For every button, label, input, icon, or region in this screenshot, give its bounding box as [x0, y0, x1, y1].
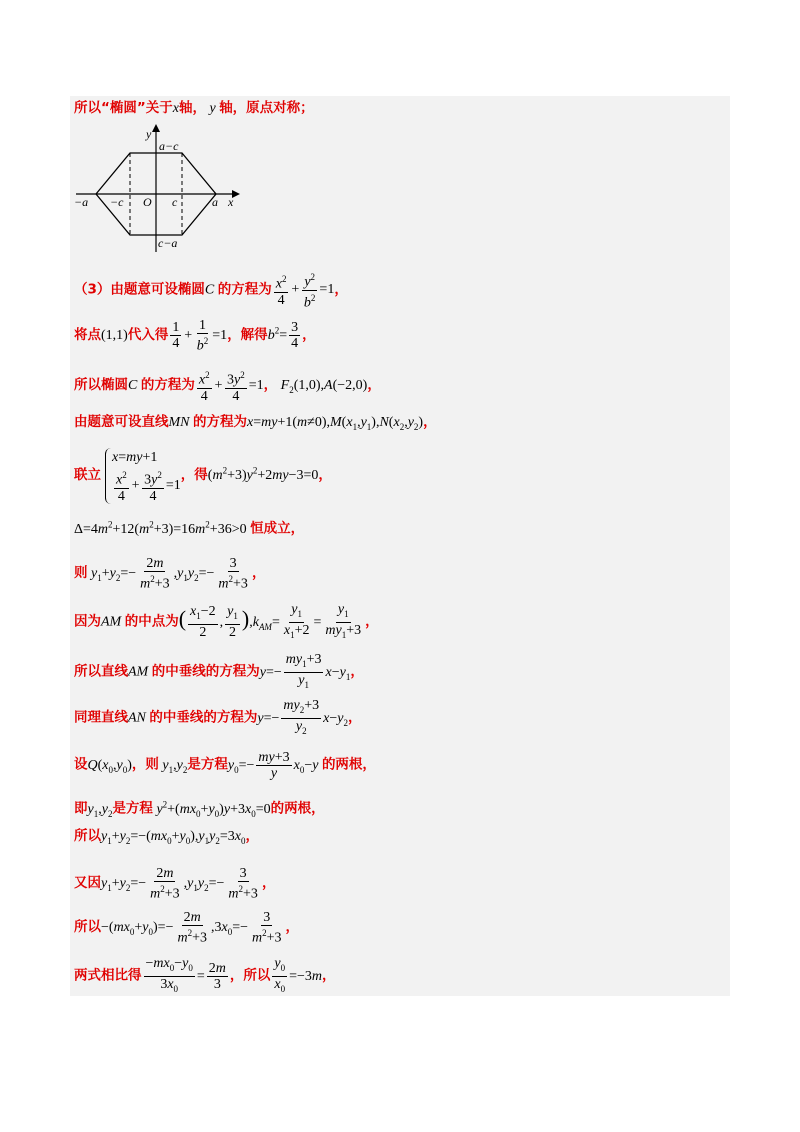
math-x: x [172, 101, 179, 116]
math: AM [101, 614, 122, 630]
text: 的方程为 [217, 281, 272, 298]
text: 即 [74, 800, 88, 817]
diagram-y-label: y [146, 127, 152, 141]
line-substitute: 将点(1,1)代入得 $\frac{1}{4}$ + $\frac{1}{b^2}$ =1，解得$b^2=$ $\frac{3}{4}$ ， [74, 318, 316, 354]
line-set-q [74, 750, 376, 781]
math: (1,1) [101, 328, 128, 344]
text: 同理直线 [74, 709, 128, 726]
text: 的中点为 [124, 613, 179, 630]
text: 设 [74, 756, 88, 773]
math: $y_0=-$ $\frac{my+3}{y}$ $x_0-y$ [227, 750, 319, 781]
math: $\frac{1}{4}$ + $\frac{1}{b^2}$ =1 [172, 318, 228, 354]
text: 所以直线 [74, 663, 128, 680]
text: 所以椭圆 [74, 377, 128, 394]
math: $F_2(1,0),A(-2,0)$ [280, 378, 368, 395]
diagram-top-label: a−c [159, 139, 179, 153]
line-system: 联立 x=my+1 $\frac{x^2}{4}$ + $\frac{3y^2}{4}$ =1 ，得$(m^2+3)y^2+2my-3=0$， [74, 450, 332, 504]
text: 因为 [74, 613, 101, 630]
math: ( $\frac{x_1-2}{2}$ , $\frac{y_1}{2}$ )$,k_{AM}=$ $\frac{y_1}{x_1+2}$ = $\frac{y_1}{my_1+3}$ [178, 602, 362, 641]
equation-system: x=my+1 $\frac{x^2}{4}$ + $\frac{3y^2}{4}$ =1 [105, 448, 181, 504]
text: 联立 [74, 467, 101, 484]
math: $\frac{x^2}{4}$ + $\frac{3y^2}{4}$ =1 [198, 370, 264, 404]
line-discriminant [74, 514, 304, 540]
math: MN [168, 415, 190, 430]
math: $y_1,y_2$ [162, 757, 188, 775]
text: ，得 [180, 467, 208, 484]
text: 的方程为 [193, 414, 247, 430]
line-equate: 所以$-(mx_0+y_0)=-$ $\frac{2m}{m^2+3}$ $,3x_0=-$ $\frac{3}{m^2+3}$ ， [74, 910, 300, 946]
math: $y_1+y_2=-$ $\frac{2m}{m^2+3}$ $,y_1y_2=-$ $\frac{3}{m^2+3}$ [101, 866, 258, 902]
math: y=− $\frac{my_2+3}{y_2}$ $x-y_2$ [257, 698, 348, 736]
line-am-bisector: 所以直线AM 的中垂线的方程为y=− $\frac{my_1+3}{y_1}$ $x-y_1$， [74, 652, 364, 690]
math: $Q(x_0,y_0)$ [87, 757, 132, 775]
diagram-bottom-label: c−a [158, 236, 178, 250]
math: C [204, 282, 215, 298]
text: 轴，原点对称； [219, 100, 314, 116]
line-also: 又因$y_1+y_2=-$ $\frac{2m}{m^2+3}$ $,y_1y_2=-$ $\frac{3}{m^2+3}$ ， [74, 866, 276, 902]
text: 恒成立， [250, 520, 305, 537]
line-sum-product: 所以$y_1+y_2=-(mx_0+y_0),y_1y_2=3x_0$， [74, 828, 259, 846]
diagram-minus-a: −a [74, 195, 89, 209]
line-midpoint: 因为AM 的中点为( $\frac{x_1-2}{2}$ , $\frac{y_1}{2}$ )$,k_{AM}=$ $\frac{y_1}{x_1+2}$ = $\frac{y_1}{my_1+3}$ ， [74, 602, 379, 641]
text: 的方程为 [140, 377, 195, 394]
math: $\frac{y_0}{x_0}$ =−3m [274, 956, 323, 994]
diagram-x-label: x [228, 195, 234, 209]
text: 轴， [178, 100, 206, 116]
math: $y_1+y_2=-$ $\frac{2m}{m^2+3}$ $,y_1y_2=-$ $\frac{3}{m^2+3}$ [91, 556, 248, 592]
text: 所以“椭圆”关于 [74, 100, 173, 116]
math: y=− $\frac{my_1+3}{y_1}$ $x-y_1$ [259, 652, 351, 690]
math: $y_1+y_2=-(mx_0+y_0),y_1y_2=3x_0$ [101, 829, 246, 846]
text: 是方程 [187, 756, 228, 773]
math: $\frac{x^2}{4}$ + $\frac{y^2}{b^2}$ =1 [275, 272, 335, 311]
text: 的中垂线的方程为 [151, 663, 260, 680]
text: 的中垂线的方程为 [149, 709, 258, 726]
diagram-minus-c: −c [110, 195, 124, 209]
text: 所以 [74, 919, 101, 936]
text: 将点 [74, 327, 101, 344]
math: $(m^2+3)y^2+2my-3=0$ [207, 465, 319, 484]
text: 是方程 [112, 800, 153, 817]
text: ，所以 [229, 967, 271, 984]
text: ，则 [131, 756, 159, 773]
text: 则 [74, 565, 88, 582]
text: 两式相比得 [74, 967, 142, 984]
diagram-a: a [212, 195, 218, 209]
line-ellipse-eq: （3）由题意可设椭圆C 的方程为 $\frac{x^2}{4}$ + $\frac{y^2}{b^2}$ =1， [74, 272, 348, 311]
math: $-(mx_0+y_0)=-$ $\frac{2m}{m^2+3}$ $,3x_0=-$ $\frac{3}{m^2+3}$ [101, 910, 282, 946]
ellipse-hexagon-diagram [72, 124, 242, 254]
text: ，解得 [227, 327, 268, 344]
math: $\Delta=4m^2+12(m^2+3)=16m^2+36>0$ [74, 519, 247, 537]
line-ellipse-result: 所以椭圆C 的方程为 $\frac{x^2}{4}$ + $\frac{3y^2}{4}$ =1， $F_2(1,0),A(-2,0)$， [74, 370, 381, 404]
math: $b^2=$ $\frac{3}{4}$ [267, 320, 299, 352]
line-quadratic [74, 794, 325, 823]
diagram-origin: O [143, 195, 152, 209]
line-vieta: 则 $y_1+y_2=-$ $\frac{2m}{m^2+3}$ $,y_1y_2=-$ $\frac{3}{m^2+3}$ ， [74, 556, 266, 592]
math: AN [128, 710, 146, 726]
text: 代入得 [127, 327, 169, 344]
text: 由题意可设直线 [74, 414, 169, 430]
math: $y^2+(mx_0+y_0)y+3x_0=0$ [156, 799, 271, 819]
text: 又因 [74, 875, 101, 892]
text: （3）由题意可设椭圆 [74, 281, 205, 298]
line-an-bisector: 同理直线AN 的中垂线的方程为y=− $\frac{my_2+3}{y_2}$ $x-y_2$， [74, 698, 362, 736]
line-symmetry [74, 98, 314, 119]
diagram-c: c [172, 195, 178, 209]
math: $\frac{-mx_0-y_0}{3x_0}$ = $\frac{2m}{3}$ [145, 956, 226, 994]
math: $x=my+1(m\ne 0),M(x_1,y_1),N(x_2,y_2)$ [247, 415, 424, 432]
line-ratio: 两式相比得 $\frac{-mx_0-y_0}{3x_0}$ = $\frac{2m}{3}$ ，所以 $\frac{y_0}{x_0}$ =−3m， [74, 956, 336, 994]
text: 的两根， [321, 756, 376, 773]
text: 所以 [74, 828, 101, 844]
math: $y_1,y_2$ [87, 801, 113, 819]
text: 的两根， [270, 800, 325, 817]
math-y: y [209, 101, 216, 116]
line-mn: 由题意可设直线MN 的方程为$x=my+1(m\ne 0),M(x_1,y_1),N(x_2,y_2)$， [74, 414, 437, 432]
